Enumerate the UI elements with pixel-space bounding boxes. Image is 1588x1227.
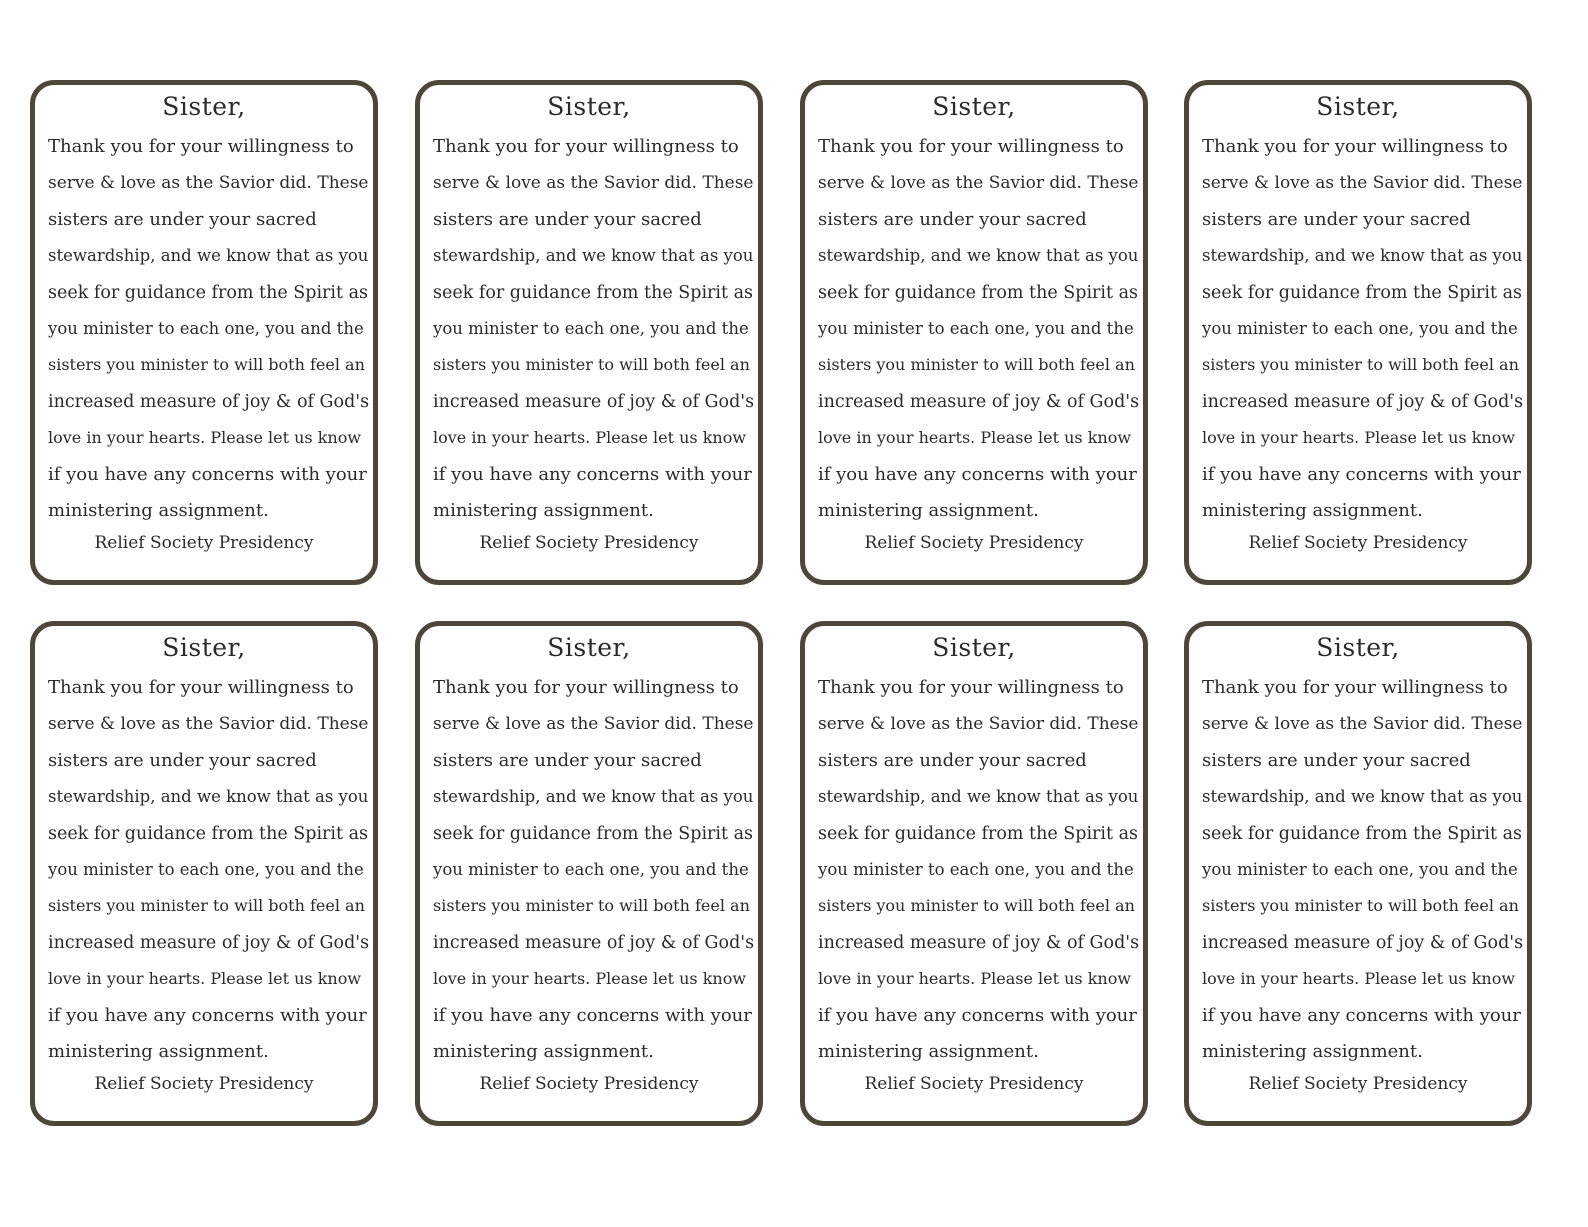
card-greeting: Sister, (1316, 633, 1400, 662)
message-line: sisters are under your sacred (1202, 208, 1471, 230)
message-line: sisters are under your sacred (818, 749, 1087, 771)
message-line: sisters are under your sacred (818, 208, 1087, 230)
message-line: love in your hearts. Please let us know (48, 969, 362, 989)
ministering-card (30, 621, 378, 1126)
message-line: love in your hearts. Please let us know (1202, 428, 1516, 448)
card-greeting: Sister, (547, 633, 631, 662)
message-line: if you have any concerns with your (48, 463, 367, 485)
message-line: if you have any concerns with your (818, 463, 1137, 485)
message-line: seek for guidance from the Spirit as (433, 823, 754, 844)
message-line: seek for guidance from the Spirit as (818, 823, 1139, 844)
message-line: serve & love as the Savior did. These (818, 714, 1139, 735)
ministering-card (800, 80, 1148, 585)
message-line: you minister to each one, you and the (433, 319, 749, 339)
card-message (48, 670, 369, 1070)
message-line: stewardship, and we know that as you (1202, 246, 1523, 266)
message-line: increased measure of joy & of God's (818, 932, 1140, 953)
message-line: ministering assignment. (818, 1041, 1039, 1063)
card-signature: Relief Society Presidency (1248, 1074, 1468, 1094)
message-line: increased measure of joy & of God's (818, 391, 1140, 412)
message-line: love in your hearts. Please let us know (433, 969, 747, 989)
message-line: stewardship, and we know that as you (48, 246, 369, 266)
message-line: sisters you minister to will both feel an (1202, 355, 1519, 375)
message-line: increased measure of joy & of God's (48, 391, 370, 412)
message-line: seek for guidance from the Spirit as (818, 282, 1139, 303)
message-line: stewardship, and we know that as you (1202, 787, 1523, 807)
message-line: ministering assignment. (1202, 500, 1423, 522)
message-line: increased measure of joy & of God's (1202, 932, 1524, 953)
card-greeting: Sister, (1316, 92, 1400, 121)
message-line: ministering assignment. (48, 500, 269, 522)
message-line: Thank you for your willingness to (1202, 136, 1508, 157)
message-line: if you have any concerns with your (1202, 1004, 1521, 1026)
message-line: you minister to each one, you and the (1202, 319, 1518, 339)
message-line: seek for guidance from the Spirit as (433, 282, 754, 303)
message-line: you minister to each one, you and the (433, 860, 749, 880)
message-line: Thank you for your willingness to (48, 136, 354, 157)
ministering-card (800, 621, 1148, 1126)
message-line: sisters are under your sacred (433, 208, 702, 230)
message-line: if you have any concerns with your (433, 463, 752, 485)
message-line: if you have any concerns with your (818, 1004, 1137, 1026)
card-greeting: Sister, (547, 92, 631, 121)
message-line: increased measure of joy & of God's (433, 932, 755, 953)
message-line: if you have any concerns with your (1202, 463, 1521, 485)
message-line: serve & love as the Savior did. These (48, 714, 369, 735)
message-line: Thank you for your willingness to (48, 677, 354, 698)
message-line: ministering assignment. (818, 500, 1039, 522)
message-line: increased measure of joy & of God's (1202, 391, 1524, 412)
card-message (433, 129, 754, 529)
message-line: you minister to each one, you and the (818, 319, 1134, 339)
message-line: serve & love as the Savior did. These (818, 173, 1139, 194)
message-line: sisters are under your sacred (48, 749, 317, 771)
message-line: Thank you for your willingness to (433, 677, 739, 698)
ministering-card (1184, 621, 1532, 1126)
message-line: Thank you for your willingness to (818, 136, 1124, 157)
message-line: you minister to each one, you and the (1202, 860, 1518, 880)
message-line: stewardship, and we know that as you (818, 787, 1139, 807)
message-line: seek for guidance from the Spirit as (48, 823, 369, 844)
message-line: sisters you minister to will both feel an (433, 355, 750, 375)
message-line: sisters you minister to will both feel an (433, 896, 750, 916)
ministering-card (415, 621, 763, 1126)
card-signature: Relief Society Presidency (479, 1074, 699, 1094)
message-line: sisters you minister to will both feel an (818, 896, 1135, 916)
message-line: love in your hearts. Please let us know (818, 428, 1132, 448)
message-line: if you have any concerns with your (433, 1004, 752, 1026)
message-line: ministering assignment. (1202, 1041, 1423, 1063)
message-line: serve & love as the Savior did. These (433, 714, 754, 735)
message-line: serve & love as the Savior did. These (433, 173, 754, 194)
message-line: increased measure of joy & of God's (48, 932, 370, 953)
message-line: increased measure of joy & of God's (433, 391, 755, 412)
card-greeting: Sister, (162, 92, 246, 121)
message-line: love in your hearts. Please let us know (1202, 969, 1516, 989)
card-signature: Relief Society Presidency (479, 533, 699, 553)
message-line: sisters you minister to will both feel an (48, 896, 365, 916)
card-greeting: Sister, (932, 92, 1016, 121)
card-message (1202, 129, 1523, 529)
message-line: sisters are under your sacred (433, 749, 702, 771)
card-greeting: Sister, (162, 633, 246, 662)
card-greeting: Sister, (932, 633, 1016, 662)
message-line: love in your hearts. Please let us know (818, 969, 1132, 989)
message-line: seek for guidance from the Spirit as (1202, 282, 1523, 303)
message-line: sisters are under your sacred (1202, 749, 1471, 771)
message-line: Thank you for your willingness to (1202, 677, 1508, 698)
message-line: you minister to each one, you and the (818, 860, 1134, 880)
ministering-card (415, 80, 763, 585)
message-line: ministering assignment. (433, 1041, 654, 1063)
card-message (818, 129, 1139, 529)
card-signature: Relief Society Presidency (864, 1074, 1084, 1094)
message-line: stewardship, and we know that as you (433, 246, 754, 266)
message-line: Thank you for your willingness to (433, 136, 739, 157)
message-line: stewardship, and we know that as you (48, 787, 369, 807)
card-message (433, 670, 754, 1070)
card-message (1202, 670, 1523, 1070)
message-line: ministering assignment. (48, 1041, 269, 1063)
message-line: sisters you minister to will both feel an (818, 355, 1135, 375)
message-line: serve & love as the Savior did. These (48, 173, 369, 194)
message-line: stewardship, and we know that as you (433, 787, 754, 807)
card-signature: Relief Society Presidency (864, 533, 1084, 553)
message-line: sisters you minister to will both feel an (1202, 896, 1519, 916)
message-line: stewardship, and we know that as you (818, 246, 1139, 266)
message-line: seek for guidance from the Spirit as (48, 282, 369, 303)
message-line: you minister to each one, you and the (48, 319, 364, 339)
card-signature: Relief Society Presidency (94, 1074, 314, 1094)
ministering-card (30, 80, 378, 585)
message-line: serve & love as the Savior did. These (1202, 173, 1523, 194)
ministering-card (1184, 80, 1532, 585)
message-line: ministering assignment. (433, 500, 654, 522)
message-line: Thank you for your willingness to (818, 677, 1124, 698)
message-line: love in your hearts. Please let us know (433, 428, 747, 448)
card-message (818, 670, 1139, 1070)
message-line: sisters you minister to will both feel an (48, 355, 365, 375)
card-signature: Relief Society Presidency (94, 533, 314, 553)
message-line: serve & love as the Savior did. These (1202, 714, 1523, 735)
card-signature: Relief Society Presidency (1248, 533, 1468, 553)
message-line: you minister to each one, you and the (48, 860, 364, 880)
message-line: seek for guidance from the Spirit as (1202, 823, 1523, 844)
message-line: sisters are under your sacred (48, 208, 317, 230)
card-message (48, 129, 369, 529)
message-line: if you have any concerns with your (48, 1004, 367, 1026)
message-line: love in your hearts. Please let us know (48, 428, 362, 448)
